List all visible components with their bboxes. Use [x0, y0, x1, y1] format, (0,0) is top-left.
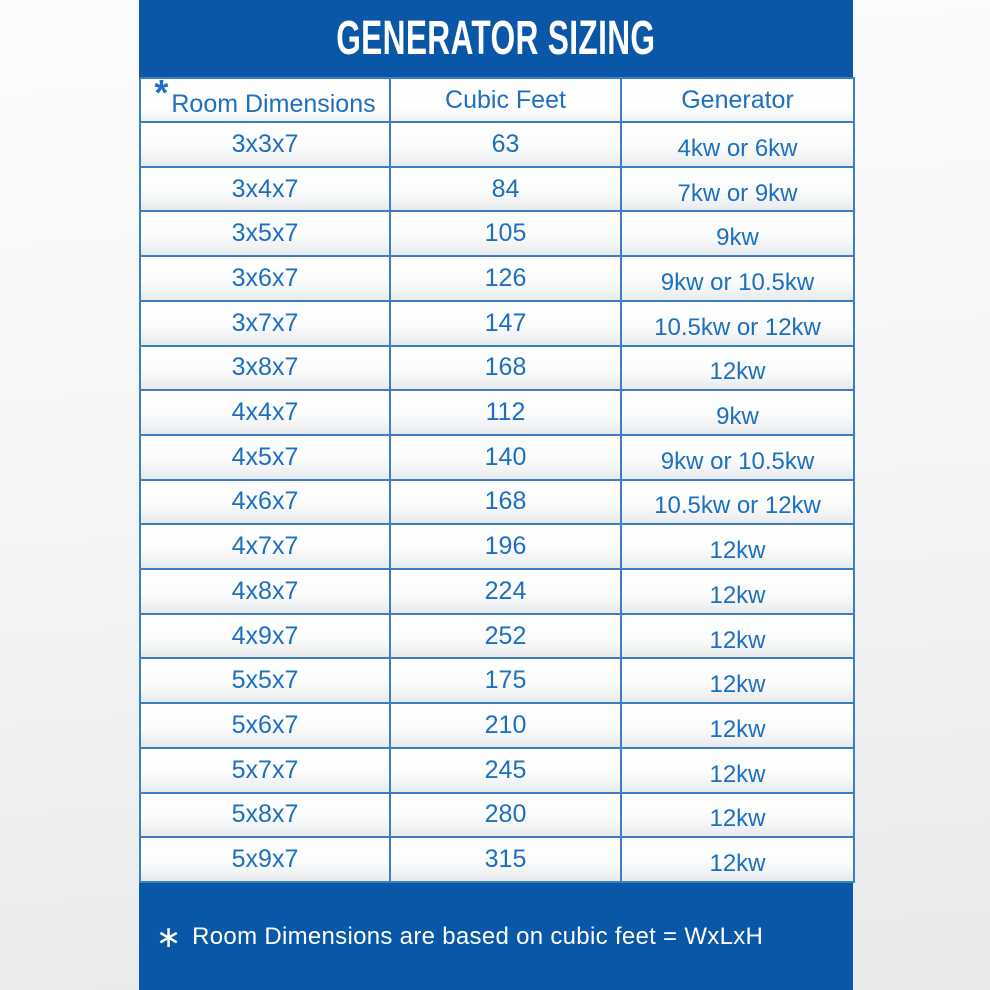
- room-dimensions-cell: 4x6x7: [140, 480, 390, 525]
- room-dimensions-cell: 3x6x7: [140, 256, 390, 301]
- cubic-feet-cell: 140: [390, 435, 621, 480]
- table-row: [140, 748, 854, 793]
- generator-cell: 9kw or 10.5kw: [621, 256, 854, 301]
- cubic-feet-cell: 112: [390, 390, 621, 435]
- cubic-feet-cell: 210: [390, 703, 621, 748]
- cubic-feet-cell: 84: [390, 167, 621, 212]
- table-row: [140, 167, 854, 212]
- table-row: [140, 614, 854, 659]
- cubic-feet-cell: 105: [390, 211, 621, 256]
- generator-cell: 12kw: [621, 837, 854, 882]
- generator-cell: 9kw or 10.5kw: [621, 435, 854, 480]
- cubic-feet-cell: 280: [390, 793, 621, 838]
- generator-cell: 7kw or 9kw: [621, 167, 854, 212]
- generator-cell: 12kw: [621, 703, 854, 748]
- cubic-feet-cell: 245: [390, 748, 621, 793]
- page-title: GENERATOR SIZING: [336, 12, 656, 65]
- table-row: [140, 480, 854, 525]
- room-dimensions-cell: 5x5x7: [140, 658, 390, 703]
- table-row: [140, 837, 854, 882]
- table-row: [140, 301, 854, 346]
- table-row: [140, 569, 854, 614]
- generator-cell: 12kw: [621, 524, 854, 569]
- room-dimensions-cell: 3x3x7: [140, 122, 390, 167]
- header-row: [140, 78, 854, 122]
- title-band: [139, 0, 853, 77]
- column-header-cubic-feet: Cubic Feet: [390, 78, 621, 122]
- cubic-feet-cell: 252: [390, 614, 621, 659]
- generator-cell: 12kw: [621, 569, 854, 614]
- room-dimensions-cell: 3x5x7: [140, 211, 390, 256]
- table-row: [140, 703, 854, 748]
- cubic-feet-cell: 196: [390, 524, 621, 569]
- generator-cell: 4kw or 6kw: [621, 122, 854, 167]
- table-row: [140, 256, 854, 301]
- generator-cell: 12kw: [621, 614, 854, 659]
- table-row: [140, 658, 854, 703]
- room-dimensions-cell: 3x4x7: [140, 167, 390, 212]
- generator-cell: 12kw: [621, 346, 854, 391]
- asterisk-mark: *: [154, 72, 169, 113]
- table-row: [140, 211, 854, 256]
- room-dimensions-cell: 4x9x7: [140, 614, 390, 659]
- cubic-feet-cell: 168: [390, 480, 621, 525]
- cubic-feet-cell: 224: [390, 569, 621, 614]
- generator-cell: 10.5kw or 12kw: [621, 301, 854, 346]
- table-row: [140, 435, 854, 480]
- generator-sizing-panel: [139, 0, 853, 990]
- generator-cell: 9kw: [621, 211, 854, 256]
- room-dimensions-cell: 5x9x7: [140, 837, 390, 882]
- generator-cell: 10.5kw or 12kw: [621, 480, 854, 525]
- cubic-feet-cell: 147: [390, 301, 621, 346]
- cubic-feet-cell: 168: [390, 346, 621, 391]
- table-row: [140, 122, 854, 167]
- generator-cell: 12kw: [621, 658, 854, 703]
- room-dimensions-cell: 4x5x7: [140, 435, 390, 480]
- generator-cell: 12kw: [621, 748, 854, 793]
- room-dimensions-cell: 4x4x7: [140, 390, 390, 435]
- column-header-room-dimensions: [140, 72, 390, 122]
- room-dimensions-cell: 5x7x7: [140, 748, 390, 793]
- generator-cell: 12kw: [621, 793, 854, 838]
- room-dimensions-cell: 4x7x7: [140, 524, 390, 569]
- column-header-generator: Generator: [621, 78, 854, 122]
- asterisk-icon: ∗: [156, 920, 182, 954]
- table-row: [140, 346, 854, 391]
- cubic-feet-cell: 175: [390, 658, 621, 703]
- table-row: [140, 793, 854, 838]
- room-dimensions-cell: 3x8x7: [140, 346, 390, 391]
- generator-sizing-table: [139, 72, 855, 883]
- cubic-feet-cell: 126: [390, 256, 621, 301]
- room-dimensions-cell: 5x8x7: [140, 793, 390, 838]
- room-dimensions-cell: 5x6x7: [140, 703, 390, 748]
- room-dimensions-cell: 4x8x7: [140, 569, 390, 614]
- room-dimensions-cell: 3x7x7: [140, 301, 390, 346]
- generator-cell: 9kw: [621, 390, 854, 435]
- table-row: [140, 524, 854, 569]
- footnote-band: [139, 883, 853, 990]
- footnote-text: Room Dimensions are based on cubic feet = WxLxH: [192, 922, 764, 950]
- cubic-feet-cell: 315: [390, 837, 621, 882]
- table-row: [140, 390, 854, 435]
- column-header-label: Room Dimensions: [171, 90, 376, 118]
- cubic-feet-cell: 63: [390, 122, 621, 167]
